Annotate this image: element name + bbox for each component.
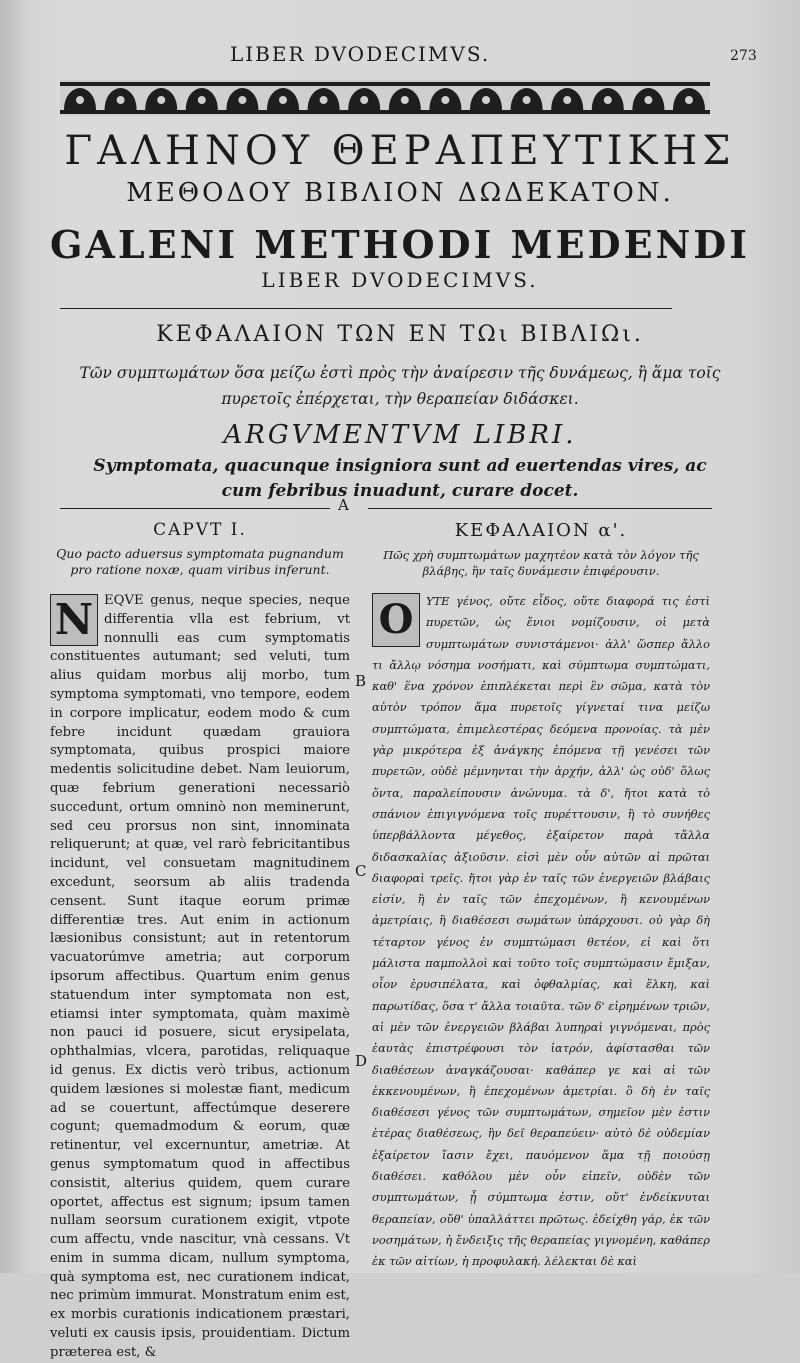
page-header [0,40,800,70]
ornament-dot [644,96,652,104]
ornament-dot [320,96,328,104]
ornament-dot [685,96,693,104]
greek-title-line2: ΜΕΘΟΔΟΥ ΒΙΒΛΙΟΝ ΔΩΔΕΚΑΤΟΝ. [126,178,674,208]
latin-body [50,592,350,1363]
greek-summary-text: Τῶν συμπτωμάτων ὅσα μείζω ἐστὶ πρὸς τὴν ἀναίρεσιν τῆς δυνάμεως, ἢ ἅμα τοῖς πυρετοῖς ἐπέρχεται, τὴν θεραπείαν διδάσκει. [79,364,721,408]
greek-body [372,591,710,1273]
ornament-dot [238,96,246,104]
greek-summary-heading: ΚΕΦΑΛΑΙΟΝ ΤΩΝ ΕΝ ΤΩι ΒΙΒΛΙΩι. [156,322,644,347]
ornament-band [60,80,710,116]
latin-summary-heading: ARGVMENTVM LIBRI. [223,420,577,450]
latin-title-line2: LIBER DVODECIMVS. [261,268,539,292]
ornament-dot [482,96,490,104]
drop-cap-latin: N [50,594,98,646]
latin-body-text: EQVE genus, neque species, neque differentia vlla est febrium, vt nonnulli eas cum symptomatis constituentes autumant; sed veluti, tum alius quidam morbus alij morbo, tum symptoma symptomati, vno tempore, eodem in corpore implicatur, eodem modo & cum febre incidunt quædam grauiora symptomata, quibus prospici maiore medentis solicitudine debet. Nam leuiorum, quæ febrium generationi necessariò succedunt, ortum omninò non meminerunt, sed ceu prorsus non sint, innominata reliquerunt; at quæ, vel rarò febricitantibus incidunt, vel consuetam magnitudinem excedunt, seorsum ab aliis tradenda censent. Sunt itaque eorum primæ differentiæ tres. Aut enim in actionum læsionibus consistunt; aut in retentorum vacuatorúmve ametria; aut corporum ipsorum affectibus. Quartum enim genus statuendum inter symptomata non est, etiamsi inter symptomata, quàm maximè non pauci id posuere, sicut erysipelata, ophthalmias, vlcera, parotidas, reliquaque id genus. Ex dictis verò tribus, actionum quidem læsiones si molestæ fiant, medicum ad se couertunt, affectúmque deserere cogunt; quemadmodum & eorum, quæ retinentur, vel excernuntur, ametriæ. At genus symptomatum quod in affectibus consistit, alterius quidem, quem curare oportet, affectus est signum; ipsum tamen nullam seorsum curationem exigit, vtpote cum affectu, vnde nascitur, vnà cessans. Vt enim in summa dicam, nullum symptoma, quà symptoma est, nec curationem indicat, nec primùm immurat. Monstratum enim est, ex morbis curationis indicationem præstari, veluti ex causis ipsis, prouidentiam. Dictum præterea est, & [50,593,350,1360]
margin-mark-b: B [355,672,367,690]
chapter-heading-latin: CAPVT I. [153,520,247,540]
margin-mark-d: D [355,1052,368,1070]
ornament-dot [563,96,571,104]
ornament-dot [76,96,84,104]
ornament-dot [157,96,165,104]
page-number: 273 [730,48,757,64]
chapter-subheading-latin: Quo pacto aduersus symptomata pugnandum pro ratione noxæ, quam viribus inferunt. [56,546,344,577]
latin-column [50,520,350,1363]
latin-title-line1: GALENI METHODI MEDENDI [49,222,751,267]
title-rule [60,308,672,309]
ornament-dot [360,96,368,104]
chapter-subheading-greek: Πῶς χρὴ συμπτωμάτων μαχητέον κατὰ τὸν λόγον τῆς βλάβης, ἣν ταῖς δυνάμεσιν ἐπιφέρουσιν. [383,548,699,578]
ornament-dot [523,96,531,104]
column-rule-right [368,508,712,509]
ornament-dot [117,96,125,104]
chapter-heading-greek: ΚΕΦΑΛΑΙΟΝ α'. [454,520,628,541]
greek-column [372,520,710,1273]
margin-mark-a: A [338,496,349,514]
ornament-dot [401,96,409,104]
ornament-dot [198,96,206,104]
ornament-dot [604,96,612,104]
running-title: LIBER DVODECIMVS. [230,42,491,66]
greek-body-text: ΥΤΕ γένος, οὔτε εἶδος, οὔτε διαφορά τις ἐστὶ πυρετῶν, ὡς ἔνιοι νομίζουσιν, οἱ μετὰ συμπτωμάτων συνιστάμενοι· ἀλλ' ὥσπερ ἄλλο τι ἄλλῳ νόσημα νοσήματι, καὶ σύμπτωμα συμπτώματι, καθ' ἕνα χρόνον ἐπιπλέκεται περὶ ἓν σῶμα, κατὰ τὸν αὐτὸν τρόπον ἅμα πυρετοῖς γίγνεταί τινα μείζω συμπτώματα, ἐπιμελεστέρας δεόμενα προνοίας. τὰ μὲν γὰρ μικρότερα ἐξ ἀνάγκης ἑπόμενα τῇ γενέσει τῶν πυρετῶν, οὐδὲ μέμνηνται τὴν ἀρχήν, ἀλλ' ὡς οὐδ' ὅλως ὄντα, παραλείπουσιν ἀνώνυμα. τὰ δ', ἤτοι κατὰ τὸ σπάνιον ἐπιγιγνόμενα τοῖς πυρέττουσιν, ἢ τὸ συνήθες ὑπερβάλλοντα μέγεθος, ἐξαίρετον παρὰ τἄλλα διδασκαλίας ἀξιοῦσιν. εἰσὶ μὲν οὖν αὐτῶν αἱ πρῶται διαφοραὶ τρεῖς. ἤτοι γὰρ ἐν ταῖς τῶν ἐνεργειῶν βλάβαις εἰσίν, ἢ ἐν ταῖς τῶν ἐπεχομένων, ἢ κενουμένων ἀμετρίαις, ἢ διαθέσεσι σωμάτων ὑπάρχουσι. οὐ γὰρ δὴ τέταρτον γένος ἐν συμπτώμασι θετέον, εἰ καὶ ὅτι μάλιστα παμπολλοὶ καὶ τοῦτο τοῖς συμπτώμασιν ἔμιξαν, οἷον ἐρυσιπέλατα, καὶ ὀφθαλμίας, καὶ ἕλκη, καὶ παρωτίδας, ὅσα τ' ἄλλα τοιαῦτα. τῶν δ' εἰρημένων τριῶν, αἱ μὲν τῶν ἐνεργειῶν βλάβαι λυπηραὶ γιγνόμεναι, πρὸς ἑαυτὰς ἐπιστρέφουσι τὸν ἰατρόν, ἀφίστασθαι τῶν διαθέσεων ἀναγκάζουσαι· καθάπερ γε καὶ αἱ τῶν ἐκκενουμένων, ἢ ἐπεχομένων ἀμετρίαι. ὃ δὴ ἐν ταῖς διαθέσεσι γένος τῶν συμπτωμάτων, σημεῖον μὲν ἐστιν ἑτέρας διαθέσεως, ἣν δεῖ θεραπεύειν· αὐτὸ δὲ οὐδεμίαν ἐξαίρετον ἴασιν ἔχει, παυόμενον ἅμα τῇ ποιούσῃ διαθέσει. καθόλου μὲν οὖν εἰπεῖν, οὐδὲν τῶν συμπτωμάτων, ᾗ σύμπτωμα ἐστιν, οὔτ' ἐνδείκνυται θεραπείαν, οὔθ' ὑπαλλάττει πρῶτως. ἐδείχθη γάρ, ἐκ τῶν νοσημάτων, ἡ ἔνδειξις τῆς θεραπείας γιγνομένη, καθάπερ ἐκ τῶν αἰτίων, ἡ προφυλακή. λέλεκται δὲ καὶ [372,594,710,1269]
ornament-dot [441,96,449,104]
column-rule-left [60,508,330,509]
latin-summary-text: Symptomata, quacunque insigniora sunt ad euertendas vires, ac cum febribus inuadunt, curare docet. [93,456,707,501]
ornament-dot [279,96,287,104]
margin-mark-c: C [355,862,367,880]
drop-cap-greek: O [372,593,420,647]
greek-title-line1: ΓΑΛΗΝΟΥ ΘΕΡΑΠΕΥΤΙΚΗΣ [64,128,736,174]
